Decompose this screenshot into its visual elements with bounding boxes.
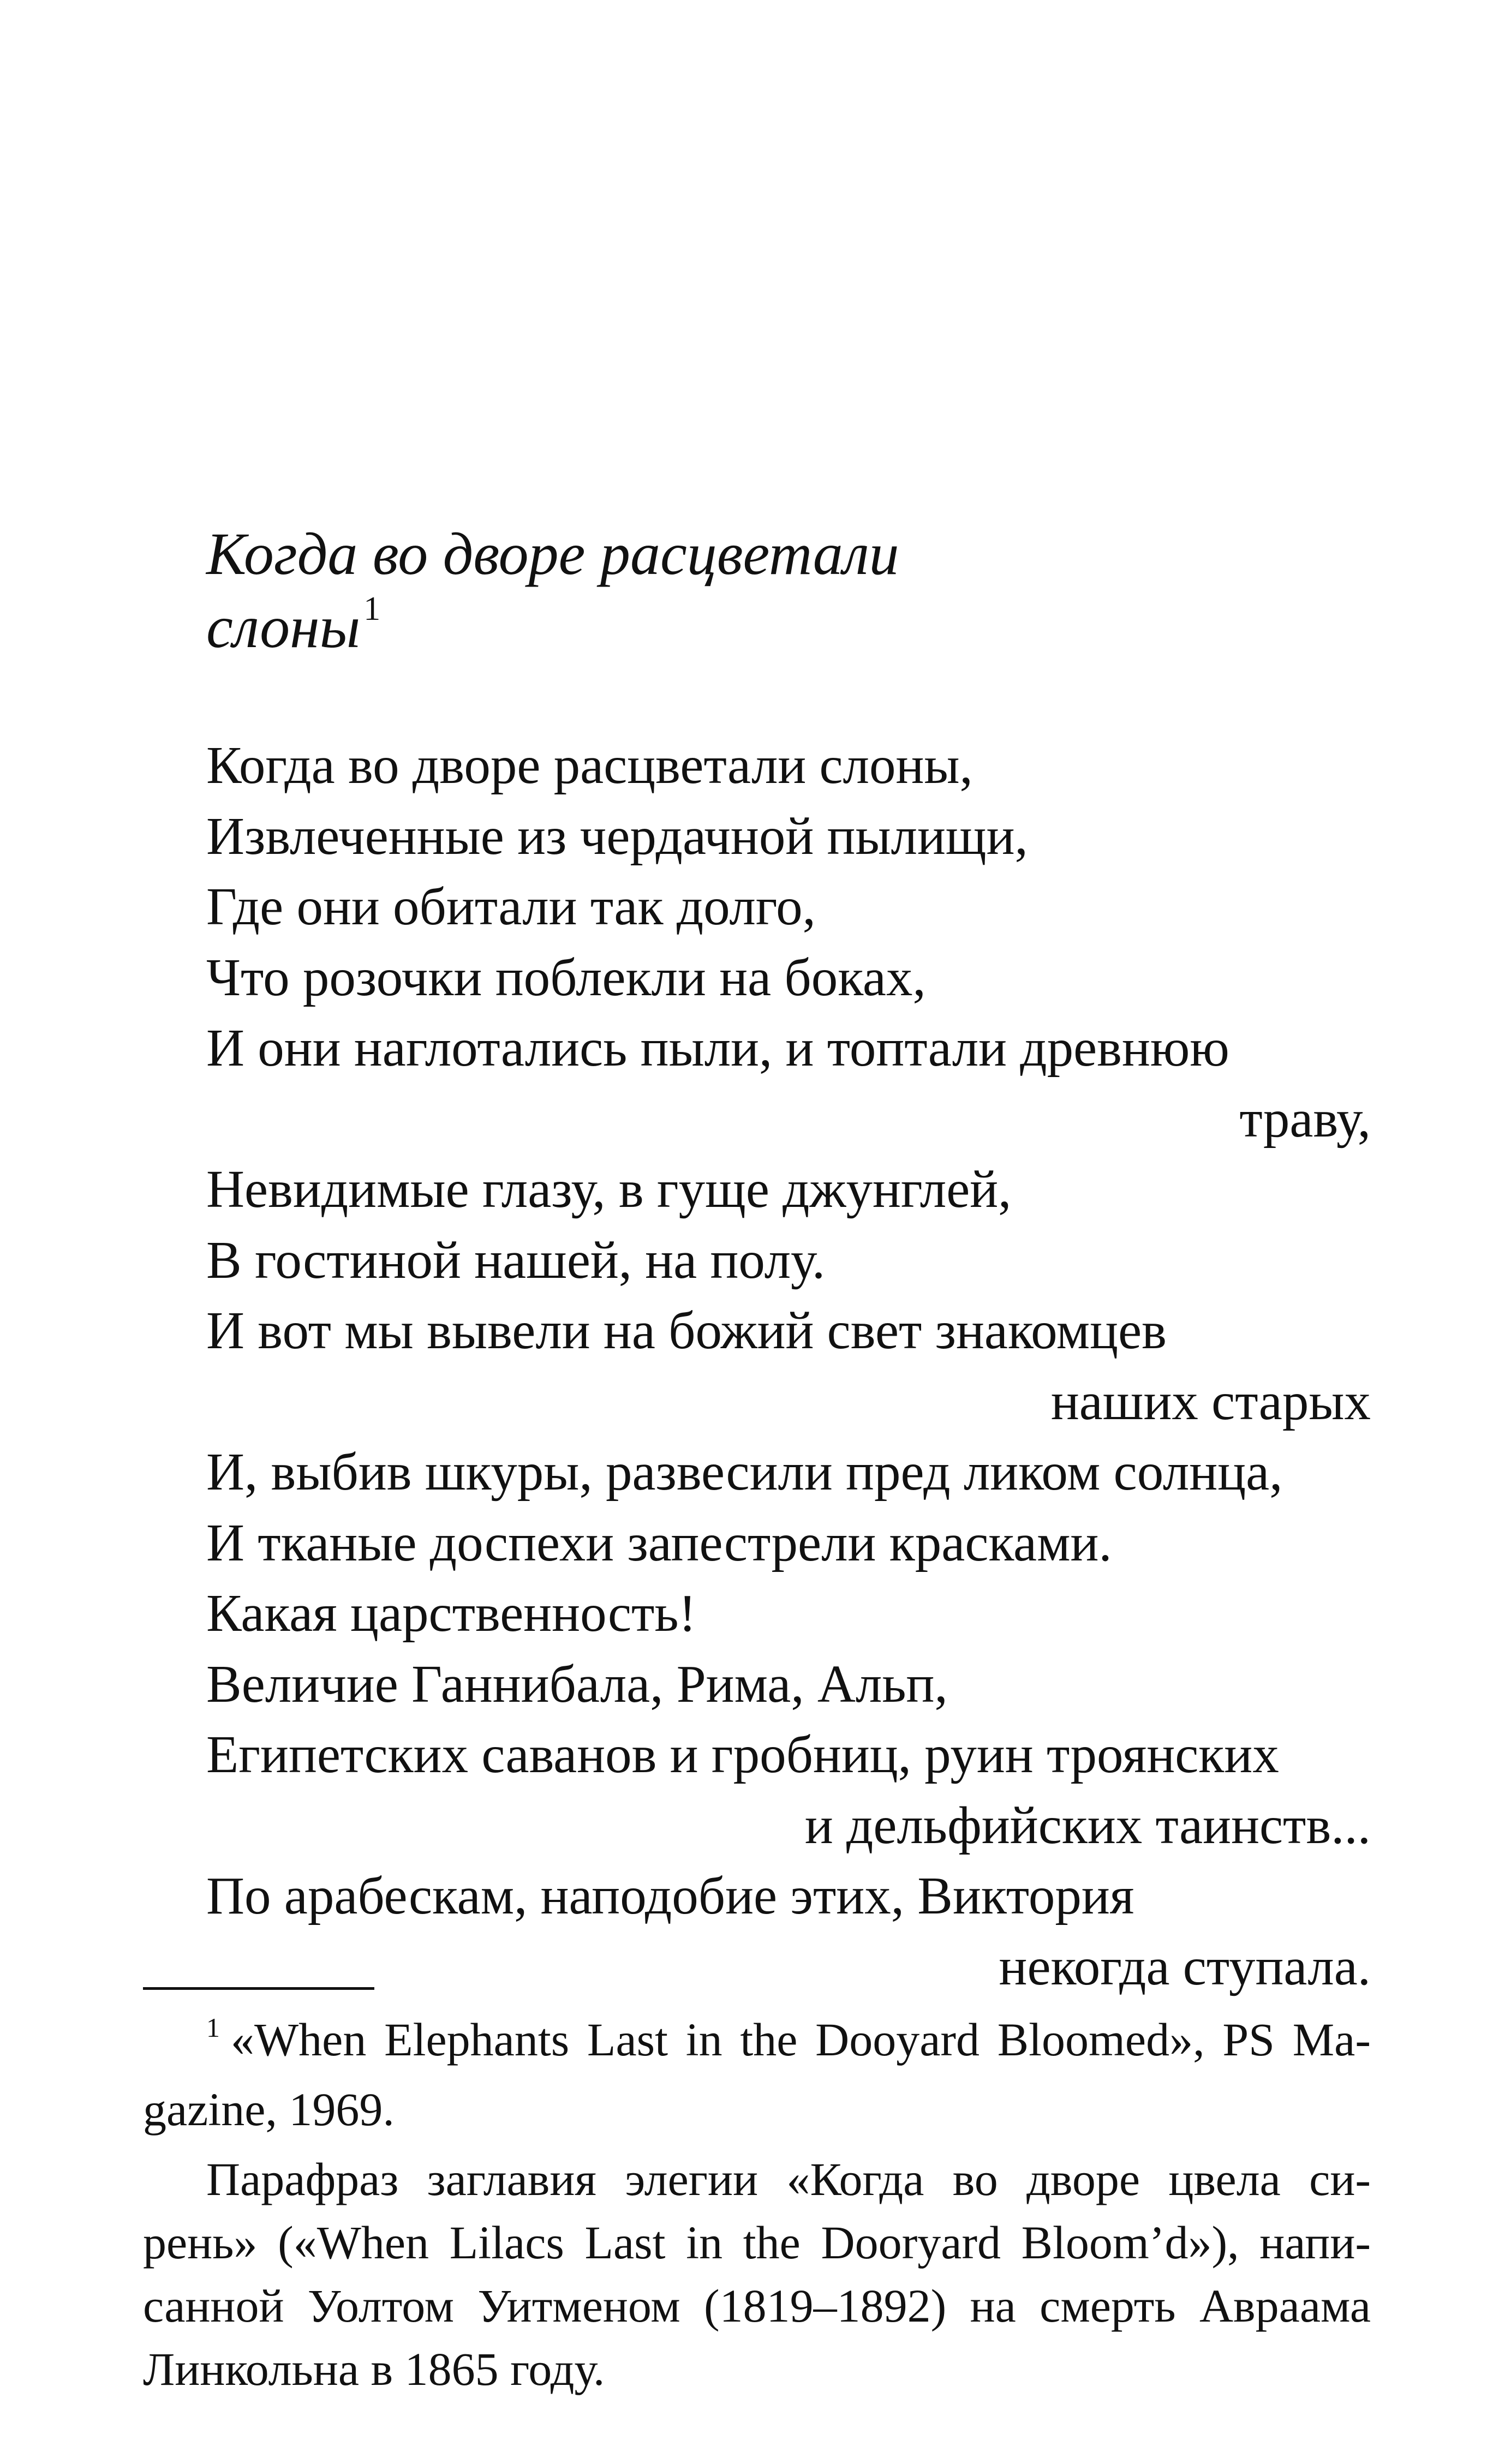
- poem-title: [206, 517, 1298, 673]
- poem-line: И вот мы вывели на божий свет знакомцев: [206, 1301, 1167, 1360]
- poem-line: Какая царственность!: [206, 1584, 696, 1642]
- poem-line: Извлеченные из чердачной пылищи,: [206, 806, 1028, 865]
- poem-line-continuation: и дельфийских таинств...: [804, 1796, 1371, 1855]
- poem-body: [206, 730, 1371, 2002]
- footnote-text: «When Elephants Last in the Dooyard Bloomed», PS Ma-: [231, 2013, 1371, 2066]
- footnote-line: [143, 2008, 1371, 2078]
- poem-line: По арабескам, наподобие этих, Виктория: [206, 1867, 1134, 1925]
- poem-line: Невидимые глазу, в гуще джунглей,: [206, 1160, 1012, 1218]
- footnote-1: [143, 2008, 1371, 2141]
- footnotes: [143, 2008, 1371, 2401]
- poem-line: Египетских саванов и гробниц, руин троянских: [206, 1725, 1279, 1784]
- poem-line: И, выбив шкуры, развесили пред ликом солнца,: [206, 1443, 1283, 1501]
- footnote-note: [143, 2148, 1371, 2401]
- poem-line: Что розочки поблекли на боках,: [206, 948, 926, 1007]
- poem-line: Когда во дворе расцветали слоны,: [206, 736, 973, 794]
- footnote-mark: 1: [206, 2012, 220, 2043]
- poem-line: В гостиной нашей, на полу.: [206, 1230, 826, 1289]
- poem-line: И они наглотались пыли, и топтали древнюю: [206, 1019, 1229, 1077]
- poem-line-continuation: траву,: [1239, 1089, 1371, 1148]
- poem-line: Величие Ганнибала, Рима, Альп,: [206, 1654, 948, 1713]
- footnote-ref-mark[interactable]: 1: [363, 590, 381, 627]
- poem-line-continuation: некогда ступала.: [999, 1937, 1371, 1996]
- poem-title-line-2: [206, 590, 1298, 673]
- poem-line: И тканые доспехи запестрели красками.: [206, 1513, 1112, 1572]
- poem-line-continuation: наших старых: [1050, 1372, 1371, 1431]
- footnote-line: gazine, 1969.: [143, 2083, 395, 2136]
- poem-line: Где они обитали так долго,: [206, 877, 816, 936]
- footnote-line: Парафраз заглавия элегии «Когда во дворе цвела си-: [206, 2153, 1371, 2205]
- poem-title-line-1: Когда во дворе расцветали: [206, 521, 899, 587]
- footnote-divider: [143, 1987, 374, 1990]
- footnote-line: санной Уолтом Уитменом (1819–1892) на смерть Авраама: [143, 2280, 1371, 2332]
- footnote-line: рень» («When Lilacs Last in the Dooryard Bloom’d»), напи-: [143, 2216, 1371, 2269]
- poem-title-word: слоны: [206, 594, 361, 660]
- footnote-line: Линкольна в 1865 году.: [143, 2343, 605, 2395]
